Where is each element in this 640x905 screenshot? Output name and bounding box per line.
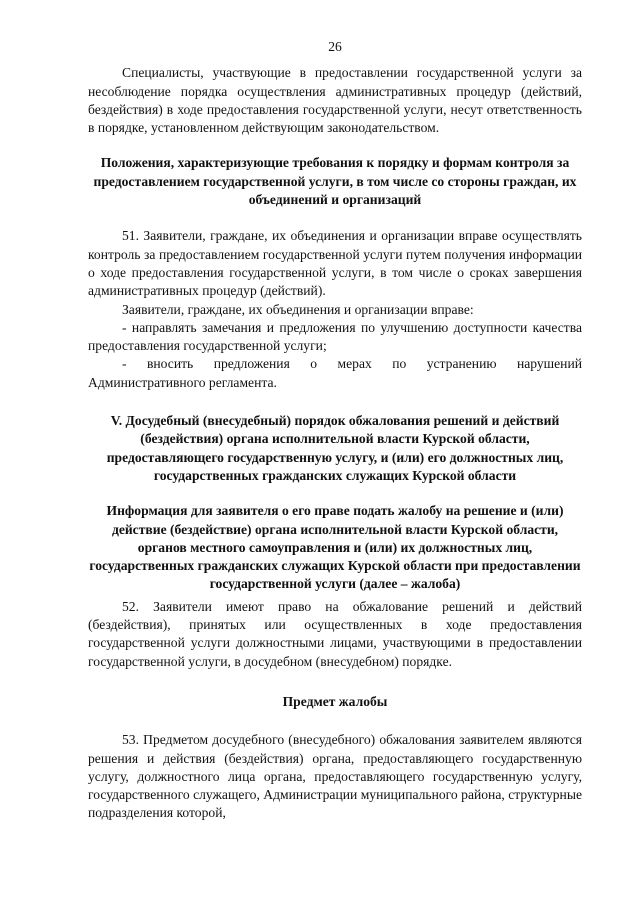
section-v-heading: V. Досудебный (внесудебный) порядок обжалования решений и действий (бездействия) органа исполнительной власти Курской области, предоставляющего государственную услугу, и (или) его должностных лиц, государственных гражданских служащих Курской области (106, 413, 564, 483)
document-page (88, 38, 582, 823)
paragraph-52: 52. Заявители имеют право на обжалование решений и действий (бездействия), принятых или осуществленных в ходе предоставления государственной услуги должностными лицами, участвующими в предоставлении государственной услуги, в досудебном (внесудебном) порядке. (88, 598, 582, 669)
paragraph-53: 53. Предметом досудебного (внесудебного) обжалования заявителем являются решения и действия (бездействия) органа, предоставляющего государственную услугу, должностного лица органа, предоставляющего государственную услугу, государственного служащего, Администрации муниципального района, структурные подразделения которой, (88, 732, 582, 821)
section-control-heading: Положения, характеризующие требования к порядку и формам контроля за предоставлением государственной услуги, в том числе со стороны граждан, их объединений и организаций (93, 155, 577, 208)
paragraph-51: 51. Заявители, граждане, их объединения и организации вправе осуществлять контроль за предоставлением государственной услуги путем получения информации о ходе предоставления государственной услуги, в том числе о сроках завершения административных процедур (действий). (88, 228, 582, 299)
intro-paragraph: Специалисты, участвующие в предоставлении государственной услуги за несоблюдение порядка осуществления административных процедур (действий, бездействия) в ходе предоставления государственной услуги, несут ответственность в порядке, установленном действующим законодательством. (88, 65, 582, 136)
bullet-item-1: - направлять замечания и предложения по улучшению доступности качества предоставления государственной услуги; (88, 319, 582, 354)
subject-heading: Предмет жалобы (282, 693, 388, 709)
paragraph-51-rights: Заявители, граждане, их объединения и организации вправе: (122, 301, 474, 317)
bullet-item-2: - вносить предложения о мерах по устранению нарушений Административного регламента. (88, 356, 582, 390)
info-heading: Информация для заявителя о его праве подать жалобу на решение и (или) действие (бездействие) органа исполнительной власти Курской области, органов местного самоуправления и (или) их должностных лиц, государственных гражданских служащих Курской области при предоставлении государственной услуги (далее – жалоба) (89, 503, 581, 592)
page-number: 26 (328, 39, 342, 54)
